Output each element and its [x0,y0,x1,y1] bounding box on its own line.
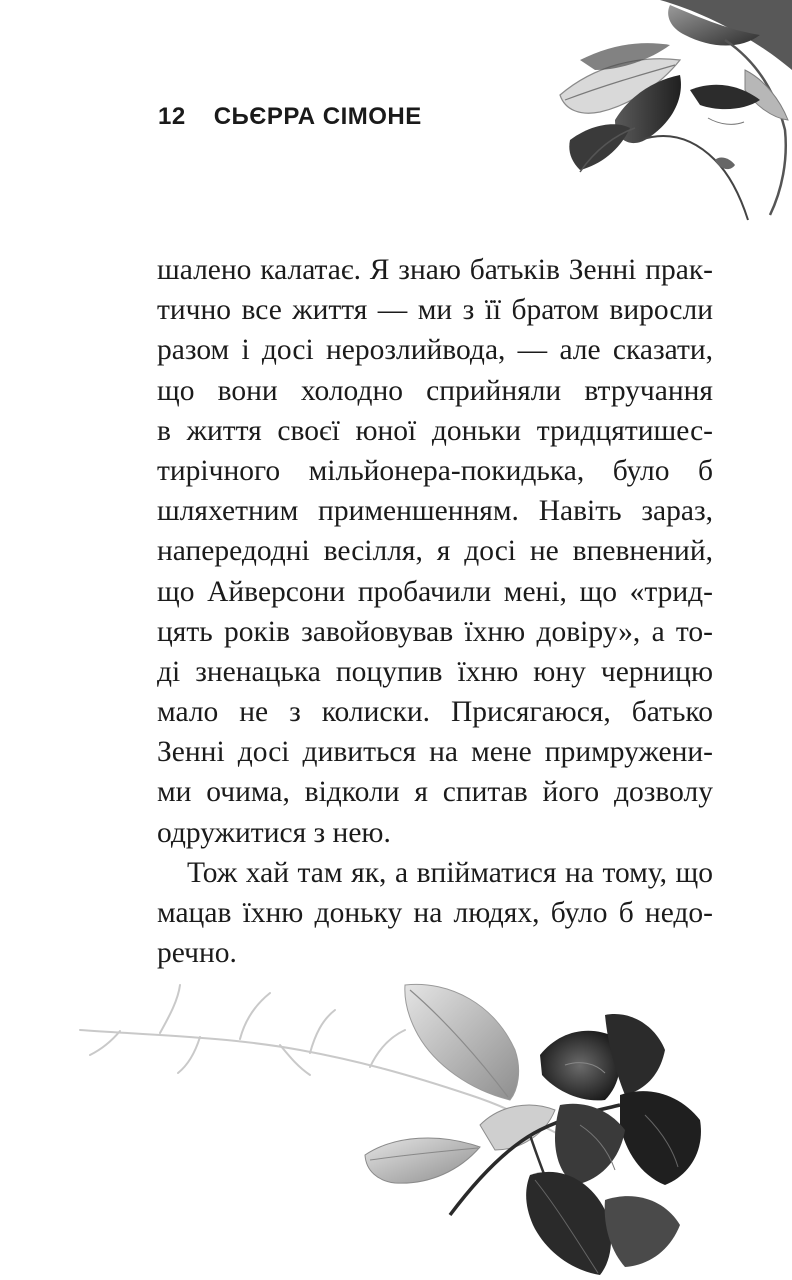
text-line: ми очима, відколи я спитав його дозволу [157,776,713,809]
text-line: разом і досі нерозлийвода, — але сказати, [157,334,713,367]
text-line: що вони холодно сприйняли втручання [157,374,713,407]
floral-illustration-bottom [60,975,760,1280]
text-line: мало не з колиски. Присягаюся, батько [157,696,713,729]
text-line: тично все життя — ми з її братом виросли [157,294,713,327]
author-name: СЬЄРРА СІМОНЕ [213,103,422,130]
running-head [158,103,422,131]
page-number: 12 [158,103,186,130]
text-line: одружитися з нею. [157,816,391,849]
text-line: в життя своєї юної доньки тридцятишес- [157,414,713,447]
text-line: що Айверсони пробачили мені, що «трид- [157,575,713,608]
text-line: шалено калатає. Я знаю батьків Зенні прак- [157,254,713,286]
text-line: цять років завойовував їхню довіру», а то- [157,615,713,648]
text-line: шляхетним применшенням. Навіть зараз, [157,495,713,528]
floral-illustration-top [520,0,792,230]
text-line: Зенні досі дивиться на мене примружени- [157,736,713,769]
text-line: мацав їхню доньку на людях, було б недо- [157,897,713,929]
paragraph-2 [157,853,713,974]
text-line: ді зненацька поцупив їхню юну черницю [157,655,713,688]
paragraph-1 [157,250,713,853]
body-text [157,250,713,973]
text-line: тирічного мільйонера-покидька, було б [157,454,713,487]
text-line: речно. [157,937,237,970]
text-line: напередодні весілля, я досі не впевнений, [157,535,713,568]
text-line: Тож хай там як, а впійматися на тому, що [187,856,713,889]
